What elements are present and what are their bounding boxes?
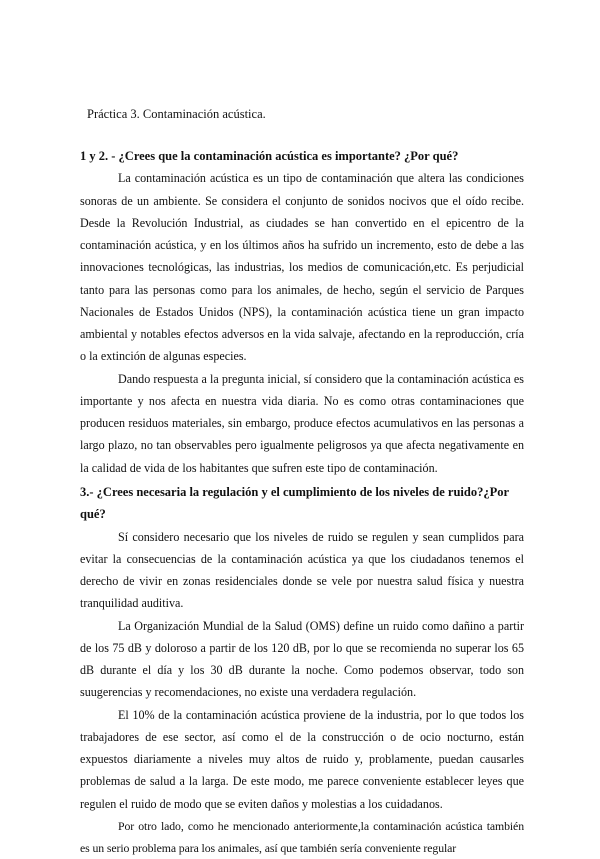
section-regulation bbox=[80, 481, 524, 859]
paragraph: El 10% de la contaminación acústica proviene de la industria, por lo que todos los trabajadores de ese sector, así como el de la construcción o de ocio nocturno, están expuestos diariamente a niveles muy altos de ruido y, problamente, puedan causarles problemas de salud a la larga. De este modo, me parece conveniente establecer leyes que regulen el ruido de modo que se eviten daños y molestias a los cuidadanos. bbox=[80, 707, 524, 811]
paragraph: La contaminación acústica es un tipo de contaminación que altera las condiciones sonoras de un ambiente. Se considera el conjunto de sonidos nocivos que el oído recibe. Desde la Revolución Industrial, as ciudades se han convertido en el epicentro de la contaminación acústica, y en los últimos años ha sufrido un incremento, esto de debe a las innovaciones tecnológicas, las industrias, los medios de comunicación,etc. Es perjudicial tanto para las personas como para los animales, de hecho, según el servicio de Parques Nacionales de Estados Unidos (NPS), la contaminación acústica tiene un gran impacto ambiental y notables efectos adversos en la vida salvaje, afectando en la reproducción, cría o la extinción de algunas especies. bbox=[80, 171, 524, 364]
paragraph: Sí considero necesario que los niveles de ruido se regulen y sean cumplidos para evitar la consecuencias de la contaminación acústica ya que los ciudadanos tenemos el derecho de vivir en zonas residenciales donde se vele por nuestra salud física y nuestra tranquilidad auditiva. bbox=[80, 529, 524, 611]
paragraph: Por otro lado, como he mencionado anteriormente,la contaminación acústica también es un serio problema para los animales, así que también sería conveniente regular bbox=[80, 818, 524, 856]
section-heading: 1 y 2. - ¿Crees que la contaminación acústica es importante? ¿Por qué? bbox=[80, 149, 459, 163]
document-title: Práctica 3. Contaminación acústica. bbox=[87, 107, 266, 121]
paragraph: La Organización Mundial de la Salud (OMS) define un ruido como dañino a partir de los 75 dB y doloroso a partir de los 120 dB, por lo que se recomienda no superar los 65 dB durante el día y los 30 dB durante la noche. Como podemos observar, todo son suugerencias y recomendaciones, no existe una verdadera regulación. bbox=[80, 618, 524, 700]
paragraph: Dando respuesta a la pregunta inicial, sí considero que la contaminación acústica es importante y nos afecta en nuestra vida diaria. No es como otras contaminaciones que producen residuos materiales, sin embargo, produce efectos acumulativos en las personas a largo plazo, no tan observables pero igualmente peligrosos ya que afecta negativamente en la calidad de vida de los habitantes que sufren este tipo de contaminación. bbox=[80, 371, 524, 475]
section-heading: 3.- ¿Crees necesaria la regulación y el cumplimiento de los niveles de ruido?¿Por qué? bbox=[80, 485, 509, 522]
section-importance bbox=[80, 145, 524, 479]
